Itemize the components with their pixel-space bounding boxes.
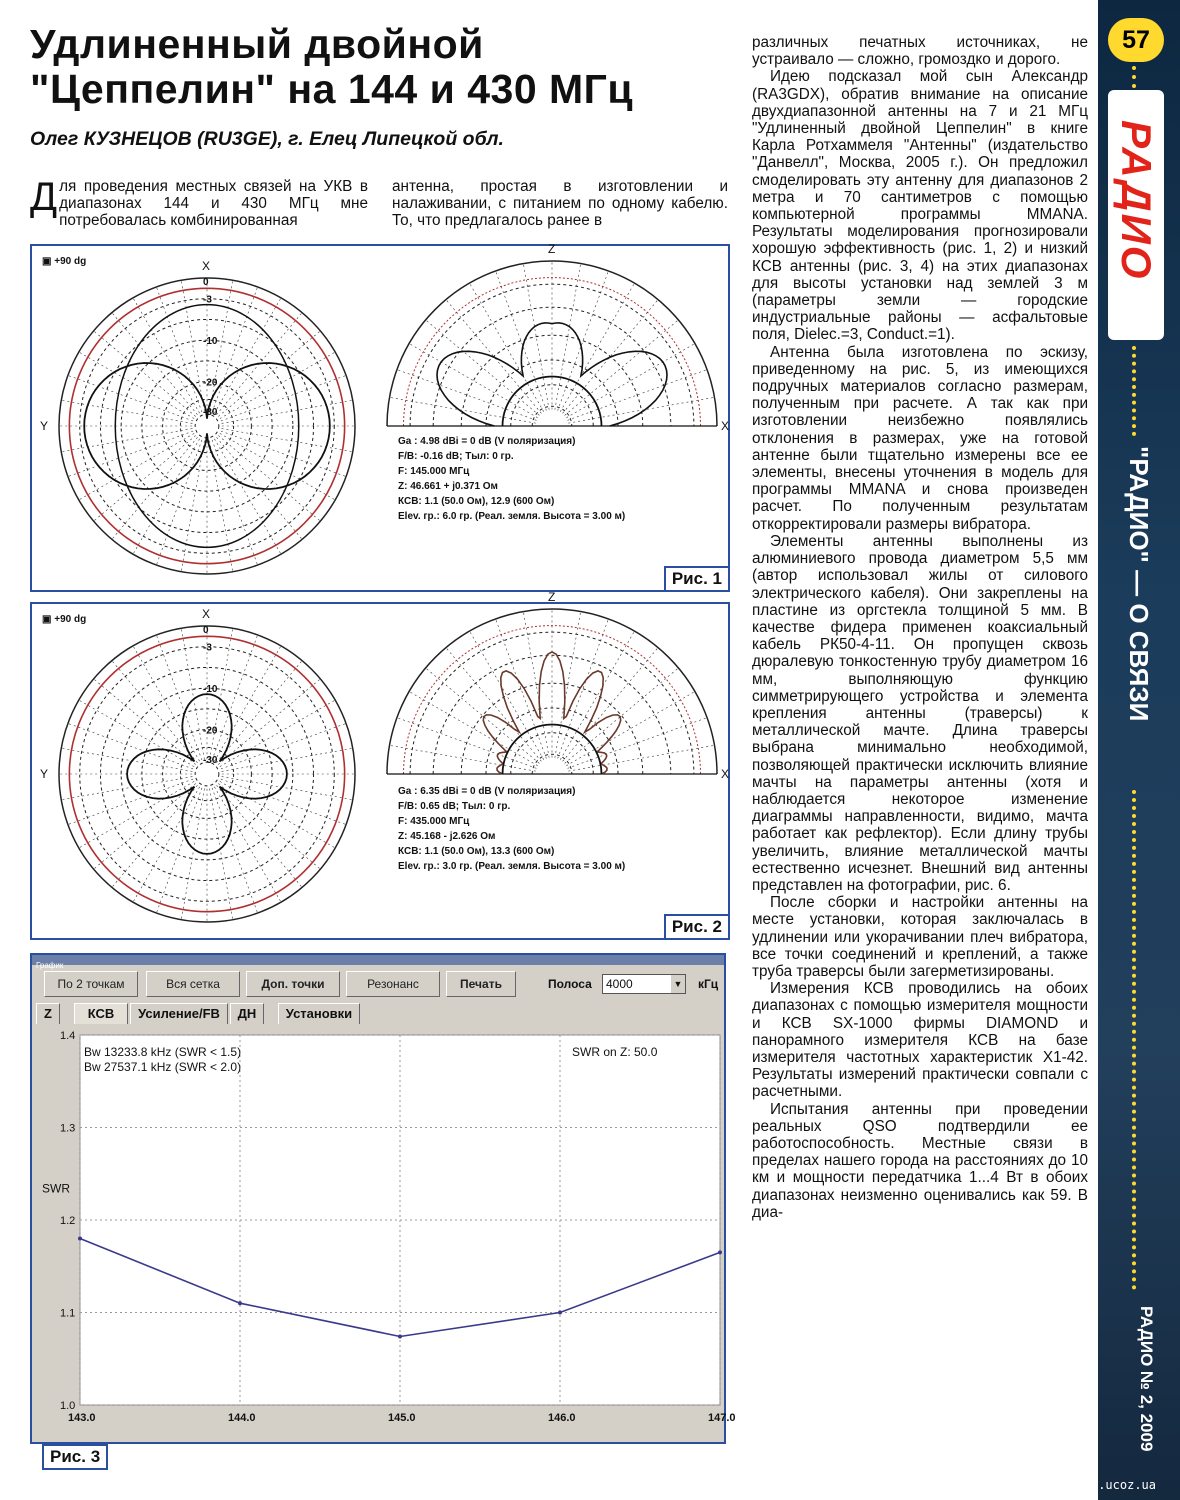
fig2-info-line: КСВ: 1.1 (50.0 Ом), 13.3 (600 Ом) [398, 846, 555, 857]
y-tick-label: 1.2 [60, 1215, 76, 1227]
half-polar-spoke [566, 344, 695, 418]
ring-label: -10 [203, 336, 218, 348]
paragraph: Элементы антенны выполнены из алюминиевого провода диаметром 5,5 мм (автор использовал жилы от силового электрического кабеля). Они закреплены на пластине из оргстекла толщиной 5 мм. В качестве фидера применен коаксиальный кабель РК50-4-11. Он пропущен сквозь дюралевую тонкостенную трубу диаметром 16 мм, выполняющую функцию симметрирующего устройства и элемента крепления антенны (траверсы) к металлической мачте. Длина траверсы выбрана минимально необходимой, позволяющей практически исключить влияние мачты на параметры антенны (хотя и наблюдается некоторое изменение диаграммы направленности, видимо, мачта работает как рефлектор). Если длину трубы увеличить, влияние металлической мачты естественно исчезнет. Внешний вид антенны представлен на фотографии, рис. 6. [752, 532, 1088, 894]
paragraph: Измерения КСВ проводились на обоих диапазонах с помощью измерителя мощности и КСВ SX-1000 фирмы DIAMOND и панорамного измерителя КСВ на базе измерителя частотных характеристик Х1-42. Результаты измерений практически совпали с расчетными. [752, 980, 1088, 1101]
polar-grid-spoke [181, 441, 204, 572]
polar-grid-spoke [210, 441, 233, 572]
polar-grid-spoke [68, 431, 193, 477]
polar-grid-spoke [79, 352, 194, 419]
ring-label: -30 [203, 755, 218, 767]
swr-data-point [238, 1301, 242, 1305]
fig1-info-line: F: 145.000 МГц [398, 466, 470, 477]
fig2-info-line: Ga : 6.35 dBi = 0 dB (V поляризация) [398, 786, 576, 797]
axis-label-x: X [202, 607, 211, 621]
half-polar-ring [410, 632, 694, 774]
corner-label: ▣ +90 dg [42, 614, 87, 625]
tab-z[interactable]: Z [36, 1003, 60, 1024]
fig2-radiation-pattern [32, 590, 730, 938]
polar-grid-spoke [214, 298, 281, 413]
sidebar-dots [1132, 66, 1140, 88]
article-author: Олег КУЗНЕЦОВ (RU3GE), г. Елец Липецкой обл. [30, 128, 504, 150]
fig1-info-line: Ga : 4.98 dBi = 0 dB (V поляризация) [398, 436, 576, 447]
site-credit: radioproffi.ucoz.ua [1018, 1478, 1156, 1492]
tab-settings[interactable]: Установки [278, 1003, 360, 1024]
half-polar-spoke [390, 397, 536, 423]
ring-label: -30 [203, 407, 218, 419]
swr-data-point [558, 1311, 562, 1315]
polar-grid-spoke [68, 375, 193, 421]
window-title: График [36, 961, 64, 970]
axis-label-z: Z [548, 590, 556, 604]
ring-label: -3 [203, 294, 212, 306]
col2-text: антенна, простая в изготовлении и налаживании, с питанием по одному кабелю. То, что предлагалось ранее в [392, 178, 728, 230]
fig2-info-line: Z: 45.168 - j2.626 Ом [398, 831, 496, 842]
ring-label: 0 [203, 624, 209, 636]
band-unit: кГц [698, 977, 719, 991]
polar-grid-ring [100, 667, 313, 880]
axis-label-y: Y [40, 419, 49, 433]
corner-label: ▣ +90 dg [42, 256, 87, 267]
polar-grid-spoke [214, 439, 281, 554]
fig1-radiation-pattern [32, 242, 730, 590]
band-select-value: 4000 [606, 977, 633, 991]
swr-data-point [718, 1250, 722, 1254]
x-tick-label: 143.0 [68, 1412, 96, 1424]
ring-label: -3 [203, 642, 212, 654]
y-tick-label: 1.4 [60, 1030, 76, 1042]
half-polar-spoke [560, 283, 634, 412]
ring-label: -20 [203, 377, 218, 389]
half-polar-spoke [566, 692, 695, 766]
polar-grid-spoke [221, 431, 346, 477]
paragraph: различных печатных источниках, не устраивало — сложно, громоздко и дорого. [752, 34, 1088, 69]
fig1-info [398, 434, 625, 524]
ring-label: -10 [203, 684, 218, 696]
issue-info: РАДИО № 2, 2009 [1137, 1306, 1156, 1452]
article-title: Удлиненный двойной "Цеппелин" на 144 и 430 МГц [30, 21, 634, 112]
fig2-info-line: F: 435.000 МГц [398, 816, 470, 827]
polar-grid-spoke [221, 375, 346, 421]
swr-data-point [398, 1335, 402, 1339]
figure-2 [30, 590, 730, 940]
swr-chart [32, 1025, 736, 1425]
half-polar-spoke [426, 668, 540, 763]
window-titlebar [32, 955, 724, 970]
half-polar-spoke [390, 745, 536, 771]
polar-grid-spoke [79, 433, 194, 500]
swr-data-point [78, 1237, 82, 1241]
print-button[interactable]: Печать [446, 971, 516, 997]
axis-label-x2: X [721, 419, 730, 433]
text-column-1 [30, 175, 368, 230]
polar-grid-ring [59, 626, 355, 922]
polar-grid-spoke [133, 298, 200, 413]
band-label: Полоса [548, 977, 592, 991]
polar-grid-spoke [133, 439, 200, 554]
half-polar-spoke [565, 668, 679, 763]
y-tick-label: 1.3 [60, 1122, 76, 1135]
sidebar-dots [1132, 346, 1140, 436]
axis-label-y: Y [40, 767, 49, 781]
paragraph: После сборки и настройки антенны на месте установки, которая заключалась в удлинении или укорачивании плеч вибратора, все точки соединений и креплений, а также труба траверсы были загерметизированы. [752, 894, 1088, 980]
tab-gain-fb[interactable]: Усиление/FB [130, 1003, 228, 1024]
drop-cap: Д [30, 175, 58, 219]
logo-text: РАДИО [1113, 120, 1160, 281]
half-polar-ring [511, 385, 594, 426]
fig1-info-line: Z: 46.661 + j0.371 Ом [398, 481, 498, 492]
bw-line: Bw 27537.1 kHz (SWR < 2.0) [84, 1060, 242, 1074]
polar-grid-spoke [220, 433, 335, 500]
axis-label-x: X [202, 259, 211, 273]
section-title: "РАДИО" — О СВЯЗИ [1124, 446, 1154, 722]
chevron-down-icon[interactable]: ▼ [671, 975, 685, 993]
polar-grid-spoke [220, 352, 335, 419]
polar-grid-spoke [222, 400, 353, 423]
half-polar-spoke [560, 631, 634, 760]
page-number: 57 [1108, 18, 1164, 62]
tab-swr[interactable]: КСВ [74, 1003, 128, 1024]
figure-1-label: Рис. 1 [664, 566, 730, 592]
text-column-3 [752, 34, 1088, 1221]
text-column-2 [392, 178, 728, 230]
x-tick-label: 144.0 [228, 1412, 256, 1424]
half-polar-spoke [409, 692, 538, 766]
tab-pattern[interactable]: ДН [230, 1003, 264, 1024]
polar-grid-ring [59, 278, 355, 574]
fig1-info-line: F/B: -0.16 dB; Тыл: 0 гр. [398, 451, 514, 462]
y-tick-label: 1.1 [60, 1307, 76, 1320]
axis-label-z: Z [548, 242, 556, 256]
ring-label: -20 [203, 725, 218, 737]
y-tick-label: 1.0 [60, 1400, 76, 1412]
paragraph: Антенна была изготовлена по эскизу, приведенному на рис. 5, из имеющихся подручных материалов согласно размерам, полученным при расчете. А так как при изготовлении неизбежно появлялись отклонения в размерах, уже на готовой антенне были тщательно измерены все ее элементы, внесены уточнения в модель для программы MMANA и снова произведен расчет. По полученным результатам откорректировали размеры вибратора. [752, 343, 1088, 533]
figure-3-label: Рис. 3 [42, 1444, 108, 1470]
bw-info [84, 1045, 241, 1075]
resonance-button[interactable]: Резонанс [346, 971, 440, 997]
figure-2-label: Рис. 2 [664, 914, 730, 940]
paragraph: Испытания антенны при проведении реальных QSO подтвердили ее работоспособность. Местные связи в пределах нашего города на расстояниях до 10 км и мощности передатчика 1...4 Вт в обоих диапазонах неизменно оценивались как 59. В диа- [752, 1100, 1088, 1221]
swr-graph-window [30, 953, 736, 1444]
polar-grid-ring [100, 319, 313, 532]
figure-1 [30, 244, 730, 592]
sidebar-dots [1132, 790, 1140, 1290]
extra-points-button[interactable]: Доп. точки [246, 971, 340, 997]
polar-grid-spoke [61, 400, 192, 423]
paragraph: Идею подсказал мой сын Александр (RA3GDX), обратив внимание на описание двухдиапазонной антенны на 7 и 21 МГц "Удлиненный двойной Цеппелин" в книге Карла Ротхаммеля "Антенны" (издательство "Данвелл", Москва, 2005 г.). Он предложил смоделировать эту антенну для диапазонов 2 метра и 70 сантиметров с помощью компьютерной программы MMANA. Результаты моделирования прогнозировали хорошую эффективность (рис. 1, 2) и низкий КСВ антенны (рис. 3, 4) на этих диапазонах для высоты установки над землей 3 м (параметры земли — городские индустриальные районы — асфальтовые поля, Dielec.=3, Conduct.=1). [752, 68, 1088, 344]
half-polar-spoke [470, 631, 544, 760]
axis-label-x2: X [721, 767, 730, 781]
fig2-info [398, 784, 625, 874]
x-tick-label: 147.0 [708, 1412, 736, 1424]
fig1-info-line: Elev. гр.: 6.0 гр. (Реал. земля. Высота = 3.00 м) [398, 511, 626, 522]
band-select[interactable] [602, 974, 686, 994]
ring-label: 0 [203, 276, 209, 288]
x-tick-label: 145.0 [388, 1412, 416, 1424]
half-polar-ring [511, 733, 594, 774]
half-polar-spoke [568, 745, 714, 771]
swr-on-z: SWR on Z: 50.0 [572, 1045, 658, 1059]
fig1-info-line: КСВ: 1.1 (50.0 Ом), 12.9 (600 Ом) [398, 496, 555, 507]
fig2-info-line: Elev. гр.: 3.0 гр. (Реал. земля. Высота = 3.00 м) [398, 861, 626, 872]
fig2-info-line: F/B: 0.65 dB; Тыл: 0 гр. [398, 801, 511, 812]
col1-text: ля проведения местных связей на УКВ в диапазонах 144 и 430 МГц мне потребовалась комбинированная [59, 178, 368, 230]
half-polar-spoke [470, 283, 544, 412]
polar-grid-spoke [181, 280, 204, 411]
magazine-logo [1108, 90, 1164, 340]
half-polar-spoke [568, 397, 714, 423]
full-grid-button[interactable]: Вся сетка [146, 971, 240, 997]
half-polar-spoke [409, 344, 538, 418]
x-tick-label: 146.0 [548, 1412, 576, 1424]
y-axis-label: SWR [42, 1181, 70, 1196]
bw-line: Bw 13233.8 kHz (SWR < 1.5) [84, 1045, 242, 1059]
by-two-points-button[interactable]: По 2 точкам [44, 971, 138, 997]
